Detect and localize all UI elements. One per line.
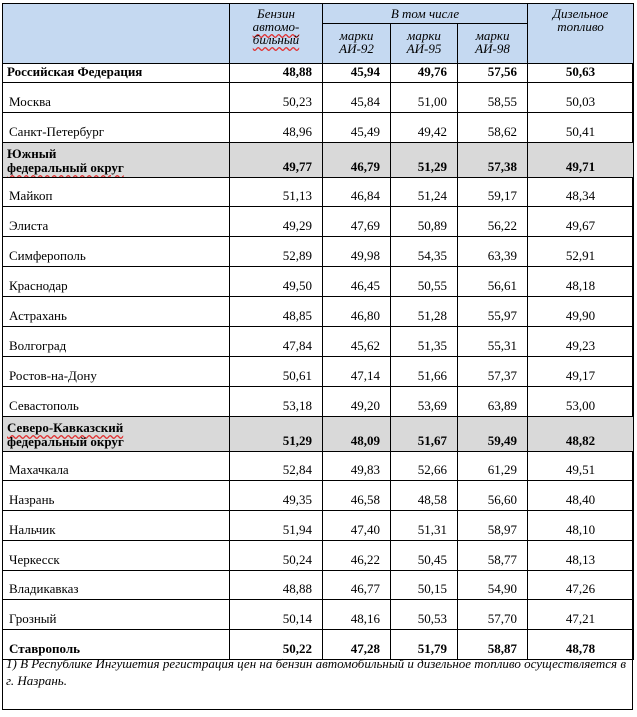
petrol-value: 51,29: [230, 417, 323, 452]
diesel-value: 48,82: [528, 417, 634, 452]
ai92-value: 46,22: [323, 541, 391, 571]
region-name: Черкесск: [3, 541, 230, 571]
table-row: [3, 387, 634, 417]
region-name: Нальчик: [3, 511, 230, 541]
ai95-value: 51,00: [391, 83, 458, 113]
ai92-value: 48,16: [323, 600, 391, 630]
ai95-value: 51,67: [391, 417, 458, 452]
diesel-value: 47,21: [528, 600, 634, 630]
petrol-value: 50,23: [230, 83, 323, 113]
petrol-value: 50,24: [230, 541, 323, 571]
diesel-value: 49,71: [528, 143, 634, 178]
ai95-value: 52,66: [391, 452, 458, 481]
table-row: [3, 452, 634, 481]
ai95-value: 51,66: [391, 357, 458, 387]
ai98-value: 58,62: [458, 113, 528, 143]
table-row: [3, 571, 634, 600]
region-name: Назрань: [3, 481, 230, 511]
ai92-value: 47,69: [323, 207, 391, 237]
ai98-value: 54,90: [458, 571, 528, 600]
table-row: [3, 207, 634, 237]
footnote: 1) В Республике Ингушетия регистрация цен на бензин автомобильный и дизельное топливо осуществляется в г. Назрань.: [6, 656, 626, 688]
ai98-value: 63,39: [458, 237, 528, 267]
ai98-value: 58,77: [458, 541, 528, 571]
table-row-district: [3, 143, 634, 178]
region-name: Владикавказ: [3, 571, 230, 600]
diesel-value: 49,67: [528, 207, 634, 237]
ai92-value: 46,79: [323, 143, 391, 178]
ai92-value: 47,40: [323, 511, 391, 541]
table-row-district: [3, 417, 634, 452]
region-name: Грозный: [3, 600, 230, 630]
region-name: Москва: [3, 83, 230, 113]
diesel-value: 48,78: [528, 630, 634, 660]
ai95-value: 50,45: [391, 541, 458, 571]
petrol-value: 48,96: [230, 113, 323, 143]
ai95-value: 51,28: [391, 297, 458, 327]
diesel-value: 50,63: [528, 64, 634, 83]
diesel-value: 49,90: [528, 297, 634, 327]
region-name: Российская Федерация: [3, 64, 230, 83]
ai92-value: 45,62: [323, 327, 391, 357]
ai98-value: 56,61: [458, 267, 528, 297]
ai95-value: 50,89: [391, 207, 458, 237]
petrol-value: 49,77: [230, 143, 323, 178]
petrol-value: 49,50: [230, 267, 323, 297]
table-row: [3, 237, 634, 267]
ai95-value: 54,35: [391, 237, 458, 267]
header-petrol: Бензин автомо- бильный: [230, 4, 323, 64]
ai95-value: 51,35: [391, 327, 458, 357]
region-name: Краснодар: [3, 267, 230, 297]
table-row: [3, 178, 634, 207]
petrol-value: 50,22: [230, 630, 323, 660]
ai95-value: 50,53: [391, 600, 458, 630]
header-ai95: марки АИ-95: [391, 24, 458, 64]
table-row: [3, 481, 634, 511]
ai98-value: 59,49: [458, 417, 528, 452]
petrol-value: 48,88: [230, 571, 323, 600]
ai98-value: 58,55: [458, 83, 528, 113]
table-row: [3, 327, 634, 357]
header-ai98: марки АИ-98: [458, 24, 528, 64]
petrol-value: 49,35: [230, 481, 323, 511]
ai98-value: 55,31: [458, 327, 528, 357]
region-name: Симферополь: [3, 237, 230, 267]
region-name: Санкт-Петербург: [3, 113, 230, 143]
ai98-value: 59,17: [458, 178, 528, 207]
petrol-value: 48,85: [230, 297, 323, 327]
ai92-value: 46,45: [323, 267, 391, 297]
petrol-value: 52,89: [230, 237, 323, 267]
ai95-value: 49,42: [391, 113, 458, 143]
ai98-value: 58,97: [458, 511, 528, 541]
diesel-value: 49,51: [528, 452, 634, 481]
petrol-value: 53,18: [230, 387, 323, 417]
header-region: [3, 4, 230, 64]
ai95-value: 50,15: [391, 571, 458, 600]
header-ai92: марки АИ-92: [323, 24, 391, 64]
petrol-value: 50,14: [230, 600, 323, 630]
table-row: [3, 83, 634, 113]
petrol-value: 48,88: [230, 64, 323, 83]
ai98-value: 56,22: [458, 207, 528, 237]
header-including: В том числе: [323, 4, 528, 24]
table-row: [3, 113, 634, 143]
region-name: Волгоград: [3, 327, 230, 357]
region-name: Майкоп: [3, 178, 230, 207]
ai92-value: 47,14: [323, 357, 391, 387]
ai92-value: 45,49: [323, 113, 391, 143]
table-row: [3, 297, 634, 327]
region-name: Махачкала: [3, 452, 230, 481]
ai98-value: 57,38: [458, 143, 528, 178]
ai92-value: 45,94: [323, 64, 391, 83]
petrol-value: 47,84: [230, 327, 323, 357]
diesel-value: 53,00: [528, 387, 634, 417]
diesel-value: 47,26: [528, 571, 634, 600]
petrol-value: 51,94: [230, 511, 323, 541]
diesel-value: 52,91: [528, 237, 634, 267]
ai98-value: 57,37: [458, 357, 528, 387]
fuel-prices-table: [2, 3, 634, 660]
diesel-value: 48,34: [528, 178, 634, 207]
petrol-value: 52,84: [230, 452, 323, 481]
diesel-value: 48,13: [528, 541, 634, 571]
ai98-value: 58,87: [458, 630, 528, 660]
ai92-value: 45,84: [323, 83, 391, 113]
ai98-value: 57,70: [458, 600, 528, 630]
petrol-value: 50,61: [230, 357, 323, 387]
region-name: Ростов-на-Дону: [3, 357, 230, 387]
region-name: Северо-Кавказский федеральный округ: [3, 417, 230, 452]
table-row: [3, 511, 634, 541]
ai92-value: 49,98: [323, 237, 391, 267]
table-row: [3, 64, 634, 83]
ai98-value: 56,60: [458, 481, 528, 511]
petrol-value: 51,13: [230, 178, 323, 207]
region-name: Севастополь: [3, 387, 230, 417]
ai95-value: 51,31: [391, 511, 458, 541]
diesel-value: 48,18: [528, 267, 634, 297]
region-name: Астрахань: [3, 297, 230, 327]
ai98-value: 55,97: [458, 297, 528, 327]
diesel-value: 50,41: [528, 113, 634, 143]
ai98-value: 61,29: [458, 452, 528, 481]
ai98-value: 63,89: [458, 387, 528, 417]
ai92-value: 46,58: [323, 481, 391, 511]
diesel-value: 48,40: [528, 481, 634, 511]
ai95-value: 53,69: [391, 387, 458, 417]
ai92-value: 47,28: [323, 630, 391, 660]
region-name: Элиста: [3, 207, 230, 237]
table-row: [3, 541, 634, 571]
diesel-value: 49,23: [528, 327, 634, 357]
diesel-value: 48,10: [528, 511, 634, 541]
ai92-value: 46,77: [323, 571, 391, 600]
region-name: Ставрополь: [3, 630, 230, 660]
table-row: [3, 267, 634, 297]
diesel-value: 50,03: [528, 83, 634, 113]
table-row: [3, 600, 634, 630]
ai92-value: 46,80: [323, 297, 391, 327]
table-row: [3, 357, 634, 387]
diesel-value: 49,17: [528, 357, 634, 387]
ai92-value: 48,09: [323, 417, 391, 452]
ai95-value: 51,29: [391, 143, 458, 178]
ai95-value: 50,55: [391, 267, 458, 297]
ai95-value: 49,76: [391, 64, 458, 83]
ai92-value: 49,20: [323, 387, 391, 417]
petrol-value: 49,29: [230, 207, 323, 237]
region-name: Южный федеральный округ: [3, 143, 230, 178]
header-diesel: Дизельное топливо: [528, 4, 634, 64]
ai95-value: 48,58: [391, 481, 458, 511]
ai92-value: 49,83: [323, 452, 391, 481]
ai95-value: 51,79: [391, 630, 458, 660]
ai95-value: 51,24: [391, 178, 458, 207]
ai98-value: 57,56: [458, 64, 528, 83]
ai92-value: 46,84: [323, 178, 391, 207]
